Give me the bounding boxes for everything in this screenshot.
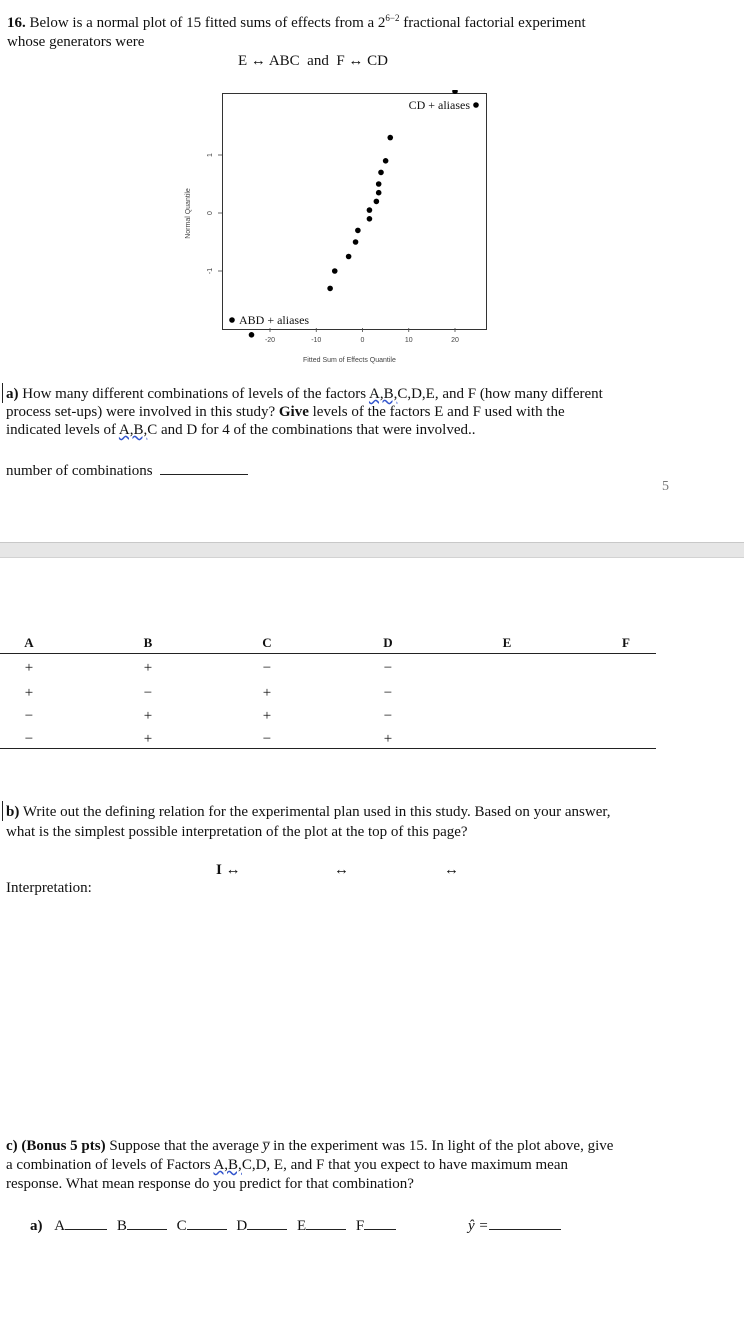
part-c-line-3: response. What mean response do you predict for that combination? xyxy=(6,1176,414,1192)
cell-r1-b: + xyxy=(143,660,153,676)
col-header-e: E xyxy=(502,635,512,650)
question-line-2: whose generators were xyxy=(7,34,145,50)
x-axis-label: Fitted Sum of Effects Quantile xyxy=(303,357,396,364)
part-a-give: Give xyxy=(278,404,309,420)
part-a-text-post: C,D,E, and F (how many different xyxy=(397,386,603,402)
data-point-4 xyxy=(353,239,359,245)
question-text: Below is a normal plot of 15 fitted sums of effects from a xyxy=(29,15,375,31)
part-a-margin-bar xyxy=(2,383,3,403)
cell-r2-b: − xyxy=(143,685,153,701)
answer-label: a) xyxy=(30,1218,43,1234)
data-point-1 xyxy=(327,286,333,292)
x-tick-label-2: 0 xyxy=(360,337,365,344)
table-bottom-rule xyxy=(0,748,656,749)
y-tick-label-1: 0 xyxy=(207,211,214,215)
y-axis-label: Normal Quantile xyxy=(184,188,192,239)
part-b-line-2: what is the simplest possible interpretation of the plot at the top of this page? xyxy=(6,824,468,840)
part-c-text: Suppose that the average xyxy=(109,1138,259,1154)
factor-f-field[interactable] xyxy=(364,1215,396,1230)
part-a-text-2: process set-ups) were involved in this study? xyxy=(6,404,276,420)
factor-e-label: E xyxy=(296,1218,307,1234)
data-point-13 xyxy=(387,135,393,141)
cell-r1-c: − xyxy=(262,660,272,676)
factor-d-field[interactable] xyxy=(247,1215,287,1230)
annotation-abd-aliases: ABD + aliases xyxy=(239,313,310,327)
data-point-0 xyxy=(249,332,255,338)
x-tick-label-4: 20 xyxy=(451,337,459,344)
question-number: 16. xyxy=(7,15,26,31)
factor-c-field[interactable] xyxy=(187,1215,227,1230)
factor-c-label: C xyxy=(176,1218,187,1234)
annotation-cd-aliases: CD + aliases xyxy=(408,98,470,112)
part-a-line-1 xyxy=(6,386,603,403)
generators: E ↔ ABC and F ↔ CD xyxy=(238,53,389,69)
yhat-label: ŷ = xyxy=(467,1218,489,1234)
part-a-text-3-post: C and D for 4 of the combinations that were involved.. xyxy=(147,422,476,438)
y-tick-label-0: -1 xyxy=(207,267,214,275)
x-tick-label-3: 10 xyxy=(404,337,413,344)
part-a-text-2-post: levels of the factors E and F used with the xyxy=(312,404,565,420)
y-tick-label-2: 1 xyxy=(207,153,214,157)
interpretation-label: Interpretation: xyxy=(6,880,92,896)
col-header-b: B xyxy=(143,635,153,650)
col-header-a: A xyxy=(24,635,34,650)
part-b-label: b) xyxy=(6,804,20,820)
part-c-label: c) (Bonus 5 pts) xyxy=(6,1138,106,1154)
data-point-3 xyxy=(346,254,352,260)
data-point-2 xyxy=(332,268,338,274)
data-point-12 xyxy=(383,158,389,164)
part-a-text-3: indicated levels of xyxy=(6,422,116,438)
cell-r4-c: − xyxy=(262,731,272,747)
x-tick-label-1: -10 xyxy=(311,337,322,344)
factor-b-field[interactable] xyxy=(127,1215,167,1230)
x-tick-label-0: -20 xyxy=(264,337,276,344)
factor-e-field[interactable] xyxy=(306,1215,346,1230)
cell-r4-b: + xyxy=(143,731,153,747)
col-header-f: F xyxy=(622,635,630,650)
part-c-line-1 xyxy=(6,1138,613,1155)
part-c-text-2: a combination of levels of Factors xyxy=(6,1157,211,1173)
data-point-10 xyxy=(376,181,382,187)
annotation-abd-marker xyxy=(229,317,235,323)
cell-r3-c: + xyxy=(262,708,272,724)
factor-f-label: F xyxy=(355,1218,365,1234)
cell-r1-a: + xyxy=(24,660,34,676)
cell-r3-a: − xyxy=(24,708,34,724)
data-point-7 xyxy=(367,207,373,213)
part-a-text: How many different combinations of levels of the factors xyxy=(22,386,367,402)
part-a-line-3 xyxy=(6,422,476,439)
combinations-row xyxy=(6,460,248,480)
factor-d-label: D xyxy=(236,1218,248,1234)
part-c-text-2-post: C,D, E, and F that you expect to have maximum mean xyxy=(241,1157,568,1173)
table-header-rule xyxy=(0,653,656,654)
combinations-answer-field[interactable] xyxy=(160,460,248,475)
question-text-tail: fractional factorial experiment xyxy=(403,15,586,31)
relation-arrow-1: ↔ xyxy=(334,862,349,878)
cell-r2-c: + xyxy=(262,685,272,701)
cell-r3-b: + xyxy=(143,708,153,724)
answer-row xyxy=(30,1215,561,1235)
part-b-text: Write out the defining relation for the experimental plan used in this study. Based on your answer, xyxy=(22,804,611,820)
part-b-line-1 xyxy=(6,804,611,821)
factor-b-label: B xyxy=(116,1218,127,1234)
plot-canvas xyxy=(185,90,490,380)
cell-r3-d: − xyxy=(383,708,393,724)
question-line-1 xyxy=(7,13,586,32)
cell-r2-a: + xyxy=(24,685,34,701)
combinations-label: number of combinations xyxy=(6,463,153,479)
cell-r4-d: + xyxy=(383,731,393,747)
data-point-8 xyxy=(374,199,380,205)
relation-identity: I ↔ xyxy=(216,862,241,878)
cell-r1-d: − xyxy=(383,660,393,676)
part-c-text-end: in the experiment was 15. In light of the plot above, give xyxy=(273,1138,614,1154)
data-point-11 xyxy=(378,170,384,176)
part-a-abc: A,B, xyxy=(368,386,398,402)
design-notation: $2^{6-2}$ xyxy=(377,13,400,31)
data-point-6 xyxy=(367,216,373,222)
ybar-symbol: y̅ xyxy=(262,1138,270,1154)
part-c-line-2 xyxy=(6,1157,568,1174)
part-a-line-2 xyxy=(6,404,565,421)
data-point-14 xyxy=(452,90,458,94)
col-header-d: D xyxy=(383,635,393,650)
col-header-c: C xyxy=(262,635,272,650)
page-separator xyxy=(0,542,744,558)
cell-r2-d: − xyxy=(383,685,393,701)
part-a-abc-2: A,B, xyxy=(118,422,148,438)
data-point-5 xyxy=(355,228,361,234)
part-c-abc: A,B, xyxy=(213,1157,242,1173)
yhat-field[interactable] xyxy=(489,1215,561,1230)
part-a-label: a) xyxy=(6,386,19,402)
part-b-margin-bar xyxy=(2,801,3,821)
cell-r4-a: − xyxy=(24,731,34,747)
annotation-cd-marker xyxy=(473,102,479,108)
factor-a-label: A xyxy=(54,1218,66,1234)
factor-a-field[interactable] xyxy=(65,1215,107,1230)
relation-arrow-2: ↔ xyxy=(444,862,459,878)
data-point-9 xyxy=(376,190,382,196)
page-number: 5 xyxy=(662,479,669,494)
